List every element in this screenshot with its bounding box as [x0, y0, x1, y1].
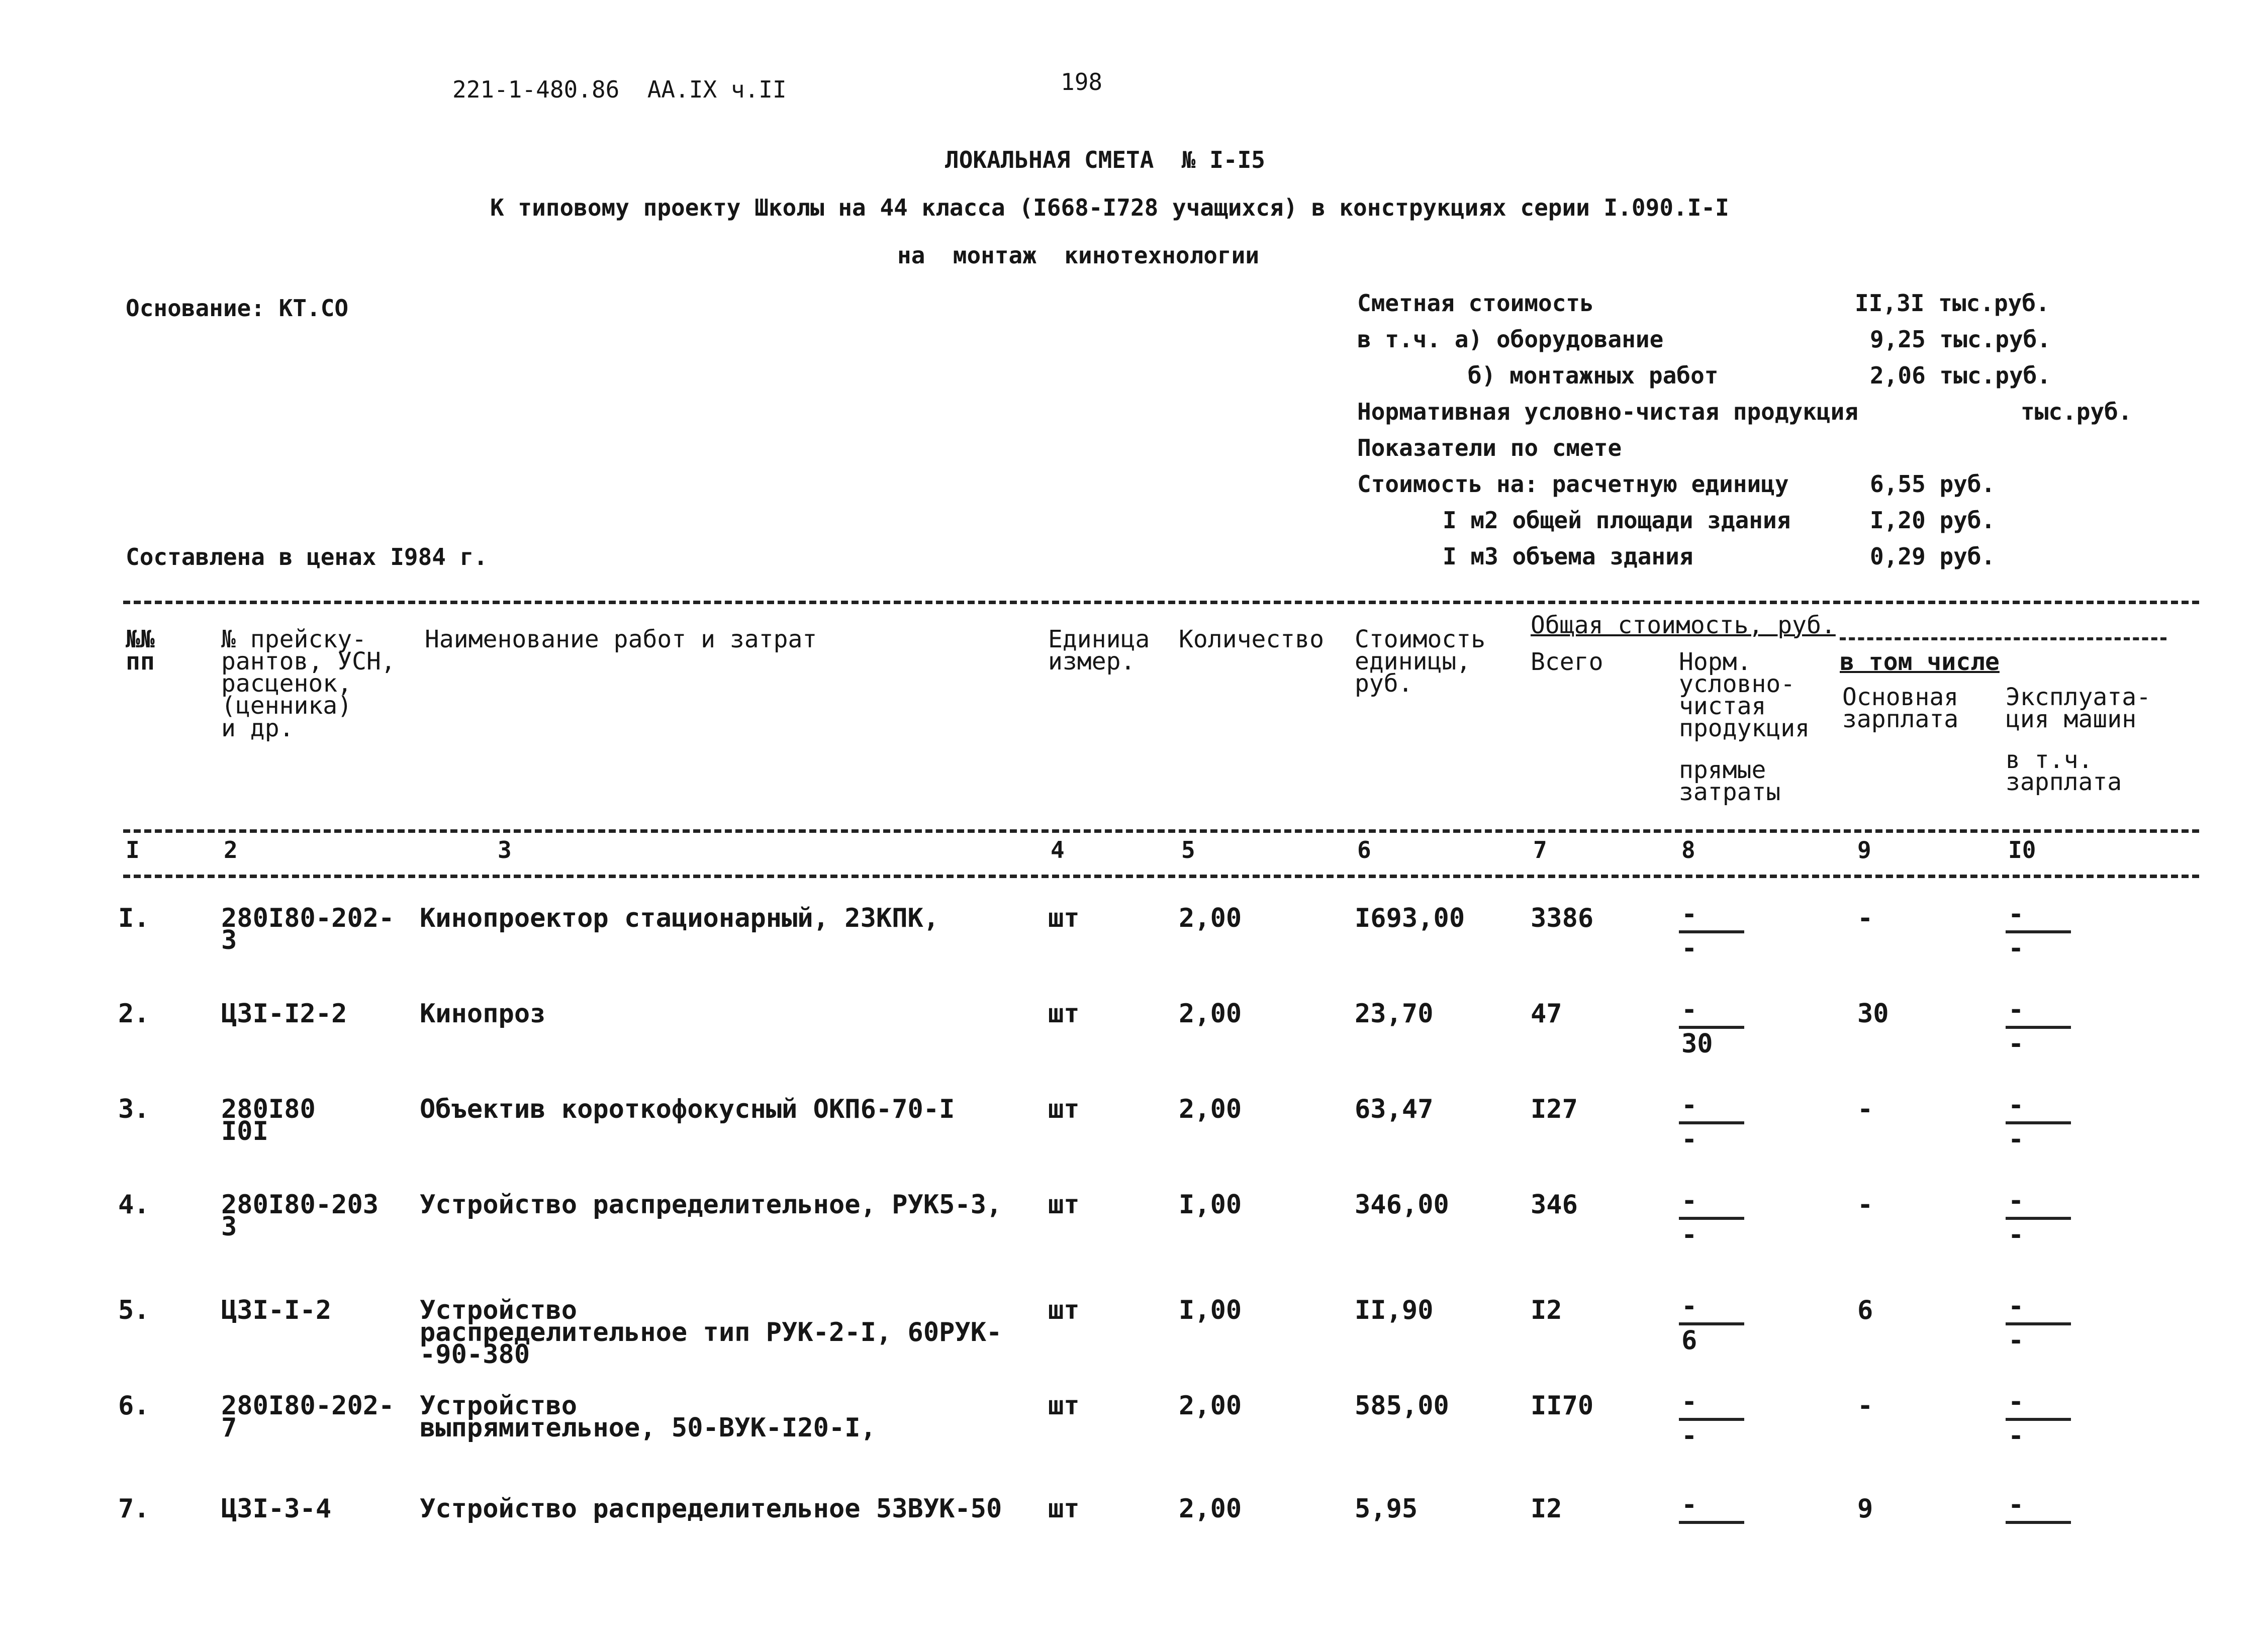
row-net-product-top: -: [1681, 1490, 1697, 1520]
row-work-name: Устройство распределительное тип РУК-2-I, 60РУК- -90-380: [420, 1295, 1002, 1370]
column-number: 7: [1533, 836, 1547, 863]
fraction-line: [2006, 1521, 2071, 1524]
table-header-rule: [123, 829, 2199, 833]
row-base-salary: -: [1857, 1094, 1873, 1124]
row-unit-cost: 63,47: [1355, 1094, 1434, 1124]
column-number: 5: [1181, 836, 1195, 863]
document-title: ЛОКАЛЬНАЯ СМЕТА № I-I5: [945, 146, 1265, 173]
per-m3-value: 0,29 руб.: [1870, 543, 1996, 570]
column-header-price-ref: № прейску- рантов, УСН, расценок, (ценника) и др.: [221, 625, 396, 742]
row-net-product-top: -: [1681, 1291, 1697, 1321]
column-number: 4: [1051, 836, 1065, 863]
row-price-ref: 280I80-202- 3: [221, 903, 395, 956]
row-quantity: 2,00: [1179, 1494, 1242, 1524]
row-unit: шт: [1048, 1494, 1080, 1524]
row-work-name: Устройство выпрямительное, 50-ВУК-I20-I,: [420, 1391, 876, 1444]
column-header-including-group: в том числе: [1840, 648, 2000, 676]
column-header-work-name: Наименование работ и затрат: [425, 625, 817, 653]
per-m3-label: I м3 объема здания: [1443, 543, 1693, 570]
column-number: I0: [2008, 836, 2036, 863]
row-work-name: Кинопроектор стационарный, 23КПК,: [420, 903, 939, 933]
net-product-label: Нормативная условно-чистая продукция: [1357, 398, 1858, 425]
row-total: II70: [1531, 1391, 1594, 1421]
prices-year-label: Составлена в ценах I984 г.: [126, 543, 488, 570]
column-header-quantity: Количество: [1179, 625, 1324, 653]
equipment-label: в т.ч. а) оборудование: [1357, 326, 1664, 353]
row-number: I.: [118, 903, 150, 933]
column-header-incl-salary: в т.ч. зарплата: [2006, 746, 2122, 797]
document-subtitle-2: на монтаж кинотехнологии: [897, 242, 1260, 269]
column-header-net-product: Норм. условно- чистая продукция: [1679, 648, 1810, 743]
row-number: 3.: [118, 1094, 150, 1124]
row-quantity: I,00: [1179, 1295, 1242, 1325]
row-unit: шт: [1048, 999, 1080, 1029]
basis-label: Основание: КТ.СО: [126, 295, 349, 322]
column-header-number: №№ пп: [126, 625, 155, 676]
row-unit-cost: I693,00: [1355, 903, 1465, 933]
cost-per-unit-value: 6,55 руб.: [1870, 470, 1996, 498]
row-direct-costs: -: [1681, 1220, 1697, 1250]
table-top-rule: [123, 601, 2199, 604]
row-machine-operation: -: [2008, 995, 2024, 1025]
row-net-product-top: -: [1681, 1186, 1697, 1216]
row-total: I27: [1531, 1094, 1578, 1124]
row-net-product-top: -: [1681, 899, 1697, 929]
row-unit-cost: 5,95: [1355, 1494, 1418, 1524]
row-unit-cost: 585,00: [1355, 1391, 1449, 1421]
row-total: 3386: [1531, 903, 1594, 933]
row-unit-cost: 23,70: [1355, 999, 1434, 1029]
page-number: 198: [1061, 68, 1103, 95]
column-number: 2: [224, 836, 238, 863]
row-net-product-top: -: [1681, 1387, 1697, 1417]
installation-value: 2,06 тыс.руб.: [1870, 362, 2051, 389]
column-header-direct-costs: прямые затраты: [1679, 756, 1781, 807]
row-base-salary: 6: [1857, 1295, 1873, 1325]
row-number: 6.: [118, 1391, 150, 1421]
row-total: 346: [1531, 1190, 1578, 1220]
estimated-cost-label: Сметная стоимость: [1357, 290, 1594, 317]
row-machine-operation: -: [2008, 899, 2024, 929]
row-net-product-top: -: [1681, 1090, 1697, 1120]
row-machine-salary: -: [2008, 1029, 2024, 1059]
row-price-ref: Ц3I-I2-2: [221, 999, 347, 1029]
row-machine-salary: -: [2008, 1325, 2024, 1356]
row-price-ref: 280I80 I0I: [221, 1094, 316, 1147]
row-quantity: 2,00: [1179, 1391, 1242, 1421]
row-unit: шт: [1048, 903, 1080, 933]
column-numbers-rule: [123, 875, 2199, 878]
row-price-ref: 280I80-202- 7: [221, 1391, 395, 1444]
row-unit: шт: [1048, 1295, 1080, 1325]
row-number: 2.: [118, 999, 150, 1029]
row-quantity: I,00: [1179, 1190, 1242, 1220]
column-number: 3: [498, 836, 512, 863]
row-base-salary: 9: [1857, 1494, 1873, 1524]
document-subtitle: К типовому проекту Школы на 44 класса (I668-I728 учащихся) в конструкциях серии I.090.I-I: [490, 194, 1729, 221]
row-net-product-top: -: [1681, 995, 1697, 1025]
estimated-cost-value: II,3I тыс.руб.: [1855, 290, 2050, 317]
row-total: 47: [1531, 999, 1562, 1029]
net-product-value: тыс.руб.: [2021, 398, 2132, 425]
per-m2-label: I м2 общей площади здания: [1443, 507, 1791, 534]
row-price-ref: Ц3I-I-2: [221, 1295, 332, 1325]
row-machine-operation: -: [2008, 1090, 2024, 1120]
column-header-unit: Единица измер.: [1048, 625, 1150, 676]
row-unit: шт: [1048, 1094, 1080, 1124]
column-header-group-rule: [1840, 637, 2166, 640]
column-header-base-salary: Основная зарплата: [1842, 683, 1959, 734]
row-machine-salary: -: [2008, 1124, 2024, 1155]
row-base-salary: 30: [1857, 999, 1889, 1029]
column-number: I: [126, 836, 140, 863]
row-quantity: 2,00: [1179, 999, 1242, 1029]
row-total: I2: [1531, 1494, 1562, 1524]
row-direct-costs: -: [1681, 933, 1697, 964]
row-number: 7.: [118, 1494, 150, 1524]
row-work-name: Объектив короткофокусный ОКП6-70-I: [420, 1094, 955, 1124]
row-unit: шт: [1048, 1391, 1080, 1421]
row-machine-operation: -: [2008, 1490, 2024, 1520]
row-number: 4.: [118, 1190, 150, 1220]
row-machine-operation: -: [2008, 1291, 2024, 1321]
row-price-ref: Ц3I-3-4: [221, 1494, 332, 1524]
fraction-line: [1679, 1521, 1744, 1524]
row-unit-cost: 346,00: [1355, 1190, 1449, 1220]
per-m2-value: I,20 руб.: [1870, 507, 1996, 534]
document-reference: 221-1-480.86 АА.IX ч.II: [452, 76, 787, 103]
row-total: I2: [1531, 1295, 1562, 1325]
row-base-salary: -: [1857, 1190, 1873, 1220]
row-direct-costs: 6: [1681, 1325, 1697, 1356]
row-machine-operation: -: [2008, 1387, 2024, 1417]
row-direct-costs: -: [1681, 1124, 1697, 1155]
row-work-name: Кинопроз: [420, 999, 546, 1029]
row-machine-salary: -: [2008, 933, 2024, 964]
column-header-unit-cost: Стоимость единицы, руб.: [1355, 625, 1486, 698]
column-number: 8: [1681, 836, 1695, 863]
row-direct-costs: 30: [1681, 1029, 1713, 1059]
column-header-total: Всего: [1531, 648, 1603, 676]
row-work-name: Устройство распределительное 53ВУК-50: [420, 1494, 1002, 1524]
column-number: 6: [1357, 836, 1371, 863]
cost-per-unit-label: Стоимость на: расчетную единицу: [1357, 470, 1789, 498]
row-unit: шт: [1048, 1190, 1080, 1220]
row-machine-operation: -: [2008, 1186, 2024, 1216]
row-quantity: 2,00: [1179, 903, 1242, 933]
row-base-salary: -: [1857, 1391, 1873, 1421]
column-number: 9: [1857, 836, 1871, 863]
row-machine-salary: -: [2008, 1220, 2024, 1250]
equipment-value: 9,25 тыс.руб.: [1870, 326, 2051, 353]
installation-label: б) монтажных работ: [1468, 362, 1719, 389]
indicators-label: Показатели по смете: [1357, 434, 1622, 461]
column-header-machine-operation: Эксплуата- ция машин: [2006, 683, 2151, 734]
row-unit-cost: II,90: [1355, 1295, 1434, 1325]
row-machine-salary: -: [2008, 1421, 2024, 1451]
row-quantity: 2,00: [1179, 1094, 1242, 1124]
column-header-total-group: Общая стоимость, руб.: [1531, 611, 1836, 639]
row-base-salary: -: [1857, 903, 1873, 933]
row-price-ref: 280I80-203 3: [221, 1190, 379, 1242]
row-work-name: Устройство распределительное, РУК5-3,: [420, 1190, 1002, 1220]
row-direct-costs: -: [1681, 1421, 1697, 1451]
row-number: 5.: [118, 1295, 150, 1325]
